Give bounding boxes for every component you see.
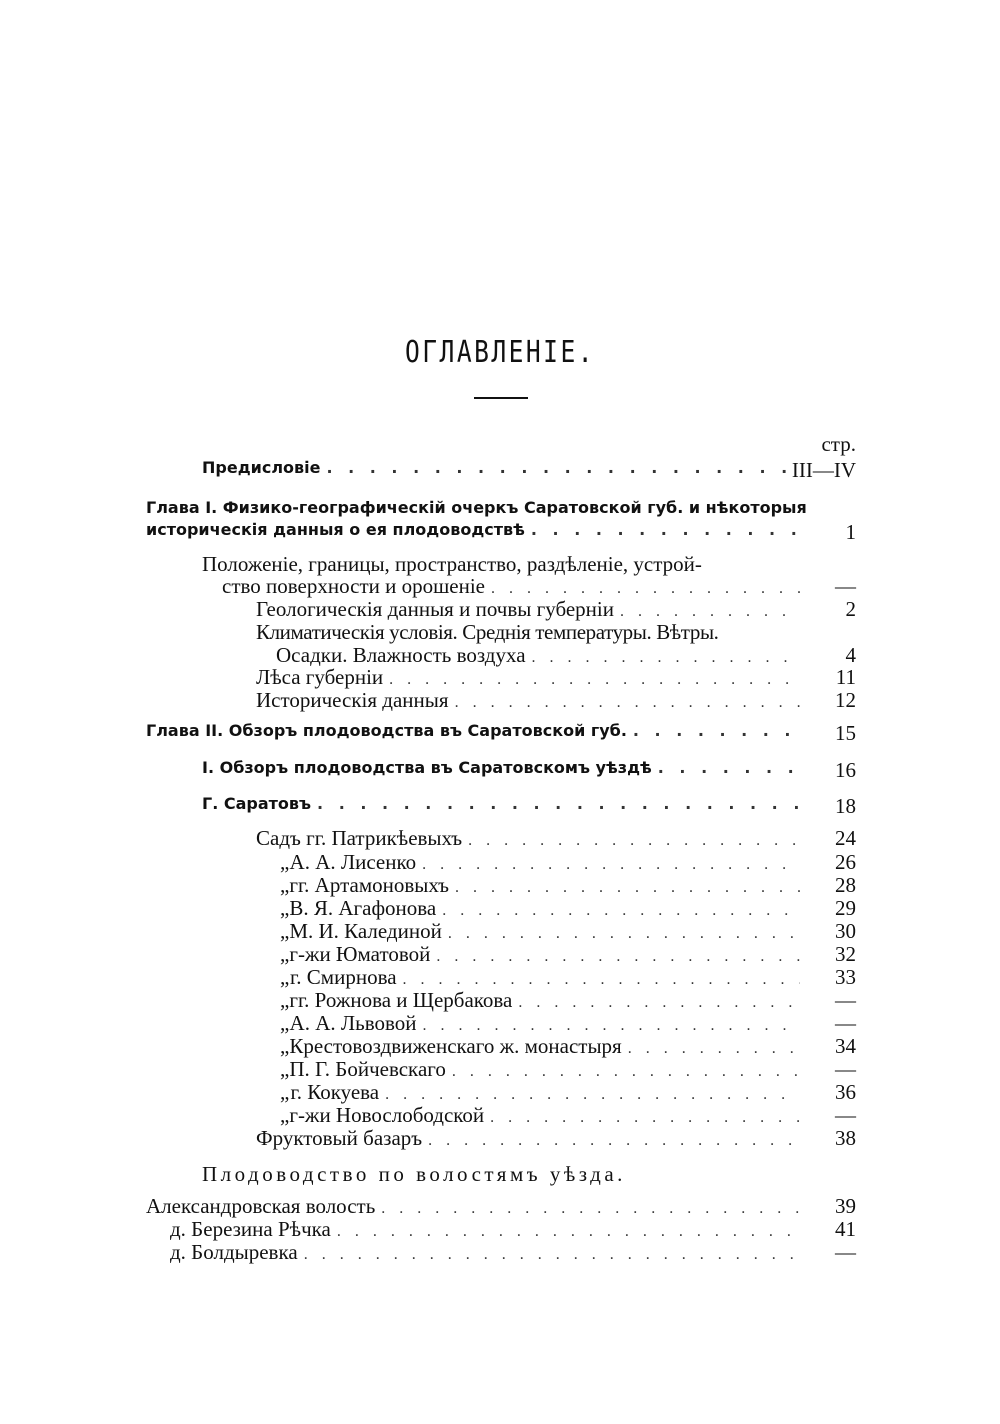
toc-entry-section-1[interactable] — [222, 574, 856, 598]
dot-leader — [403, 971, 800, 989]
entry-text: историческія данныя о ея плодоводствѣ — [146, 520, 525, 539]
entry-page: 41 — [835, 1217, 856, 1241]
toc-entry-chapter-2[interactable] — [146, 721, 856, 745]
entry-text: П. Г. Бойчевскаго — [289, 1057, 446, 1081]
entry-text: Крестовоздвиженскаго ж. монастыря — [289, 1034, 622, 1058]
entry-page: — — [835, 1240, 856, 1264]
toc-entry-garden[interactable] — [280, 1034, 856, 1058]
dot-leader — [326, 458, 786, 477]
dot-leader — [490, 1109, 800, 1127]
entry-text: Садъ гг. Патрикѣевыхъ — [256, 826, 463, 850]
title-rule — [474, 397, 528, 399]
dot-leader — [518, 994, 800, 1012]
toc-entry-section-5[interactable] — [256, 688, 856, 712]
toc-entry-city[interactable] — [202, 794, 856, 818]
entry-text: Историческія данныя — [256, 688, 449, 712]
entry-page: 28 — [835, 873, 856, 897]
toc-entry-volost[interactable] — [146, 1194, 856, 1218]
dot-leader — [452, 1063, 800, 1081]
toc-entry-part-1[interactable] — [202, 758, 856, 782]
dot-leader — [531, 520, 800, 539]
dot-leader — [422, 856, 800, 874]
dot-leader — [337, 1223, 800, 1241]
ditto-mark: „ — [280, 1057, 290, 1081]
page-column-label: стр. — [821, 432, 856, 456]
entry-text: Г. Саратовъ — [202, 794, 312, 813]
dot-leader — [442, 902, 800, 920]
entry-text: Осадки. Влажность воздуха — [276, 643, 526, 667]
toc-entry-volost[interactable] — [170, 1217, 856, 1241]
dot-leader — [658, 758, 800, 777]
toc-entry-garden[interactable] — [280, 1057, 856, 1081]
entry-text: А. А. Львовой — [289, 1011, 417, 1035]
entry-page: 34 — [835, 1034, 856, 1058]
dot-leader — [491, 580, 800, 598]
ditto-mark: „ — [280, 1034, 290, 1058]
entry-page: 30 — [835, 919, 856, 943]
toc-entry-garden[interactable] — [256, 826, 856, 850]
entry-text: I. Обзоръ плодоводства въ Саратовскомъ уѣздѣ — [202, 758, 652, 777]
dot-leader — [455, 879, 800, 897]
entry-text: Глава II. Обзоръ плодоводства въ Саратовской губ. — [146, 721, 627, 740]
dot-leader — [633, 721, 800, 740]
toc-entry-garden[interactable] — [280, 988, 856, 1012]
toc-entry-garden[interactable] — [280, 1011, 856, 1035]
ditto-mark: „ — [280, 1103, 290, 1127]
entry-page: 4 — [845, 643, 856, 667]
entry-text: гг. Рожнова и Щербакова — [289, 988, 513, 1012]
toc-entry-section-2[interactable] — [256, 597, 856, 621]
ditto-mark: „ — [280, 942, 290, 966]
dot-leader — [468, 832, 800, 850]
dot-leader — [628, 1040, 800, 1058]
toc-entry-bazaar[interactable] — [256, 1126, 856, 1150]
dot-leader — [385, 1086, 800, 1104]
ditto-mark: „ — [280, 896, 290, 920]
entry-page: 11 — [835, 665, 856, 689]
entry-text: М. И. Калединой — [289, 919, 442, 943]
chapter-1-title-line1[interactable]: Глава I. Физико-географическій очеркъ Саратовской губ. и нѣкоторыя — [146, 498, 807, 517]
entry-text: Геологическія данныя и почвы губерніи — [256, 597, 614, 621]
entry-page: III—IV — [791, 458, 856, 482]
entry-page: 29 — [835, 896, 856, 920]
ditto-mark: „ — [280, 1011, 290, 1035]
toc-entry-section-3[interactable] — [276, 643, 856, 667]
dot-leader — [455, 694, 800, 712]
dot-leader — [381, 1200, 800, 1218]
toc-entry-garden[interactable] — [280, 919, 856, 943]
toc-entry-garden[interactable] — [280, 850, 856, 874]
page-title: ОГЛАВЛЕНІЕ. — [405, 335, 595, 370]
ditto-mark: „ — [280, 988, 290, 1012]
dot-leader — [422, 1017, 800, 1035]
entry-page: 12 — [835, 688, 856, 712]
entry-page: — — [835, 1103, 856, 1127]
entry-text: Предисловіе — [202, 458, 321, 477]
entry-text: д. Березина Рѣчка — [170, 1217, 331, 1241]
entry-text: гг. Артамоновыхъ — [289, 873, 449, 897]
entry-page: 24 — [835, 826, 856, 850]
ditto-mark: „ — [280, 1080, 290, 1104]
entry-page: 26 — [835, 850, 856, 874]
section-3-line1[interactable]: Климатическія условія. Среднія температуры. Вѣтры. — [256, 620, 719, 644]
entry-page: — — [835, 1011, 856, 1035]
dot-leader — [448, 925, 800, 943]
entry-text: г. Смирнова — [290, 965, 397, 989]
entry-page: 33 — [835, 965, 856, 989]
entry-page: 32 — [835, 942, 856, 966]
toc-entry-garden[interactable] — [280, 965, 856, 989]
ditto-mark: „ — [280, 850, 290, 874]
entry-text: г-жи Юматовой — [289, 942, 431, 966]
dot-leader — [317, 794, 800, 813]
dot-leader — [436, 948, 800, 966]
entry-text: Фруктовый базаръ — [256, 1126, 423, 1150]
entry-page: 36 — [835, 1080, 856, 1104]
section-1-line1[interactable]: Положеніе, границы, пространство, раздѣленіе, устрой- — [202, 552, 702, 576]
dot-leader — [620, 603, 800, 621]
entry-text: ство поверхности и орошеніе — [222, 574, 485, 598]
toc-entry-garden[interactable] — [280, 942, 856, 966]
dot-leader — [389, 671, 800, 689]
entry-page: 38 — [835, 1126, 856, 1150]
volosts-heading: Плодоводство по волостямъ уѣзда. — [202, 1162, 626, 1186]
entry-page: — — [835, 988, 856, 1012]
ditto-mark: „ — [280, 965, 290, 989]
entry-text: Лѣса губерніи — [256, 665, 384, 689]
entry-text: В. Я. Агафонова — [289, 896, 437, 920]
entry-page: 1 — [845, 520, 856, 544]
entry-text: г-жи Новослободской — [289, 1103, 485, 1127]
toc-entry-garden[interactable] — [280, 873, 856, 897]
toc-entry-preface[interactable] — [202, 458, 856, 482]
entry-page: 18 — [835, 794, 856, 818]
ditto-mark: „ — [280, 919, 290, 943]
entry-page: 2 — [845, 597, 856, 621]
entry-page: 39 — [835, 1194, 856, 1218]
entry-text: А. А. Лисенко — [289, 850, 417, 874]
toc-entry-chapter-1[interactable] — [146, 520, 856, 544]
toc-entry-garden[interactable] — [280, 1103, 856, 1127]
entry-page: 15 — [835, 721, 856, 745]
toc-entry-garden[interactable] — [280, 1080, 856, 1104]
entry-text: д. Болдыревка — [170, 1240, 298, 1264]
dot-leader — [304, 1246, 800, 1264]
toc-entry-garden[interactable] — [280, 896, 856, 920]
entry-text: г. Кокуева — [290, 1080, 380, 1104]
dot-leader — [428, 1132, 800, 1150]
entry-page: — — [835, 1057, 856, 1081]
ditto-mark: „ — [280, 873, 290, 897]
entry-page: 16 — [835, 758, 856, 782]
entry-page: — — [835, 574, 856, 598]
toc-entry-section-4[interactable] — [256, 665, 856, 689]
entry-text: Александровская волость — [146, 1194, 376, 1218]
toc-entry-volost[interactable] — [170, 1240, 856, 1264]
